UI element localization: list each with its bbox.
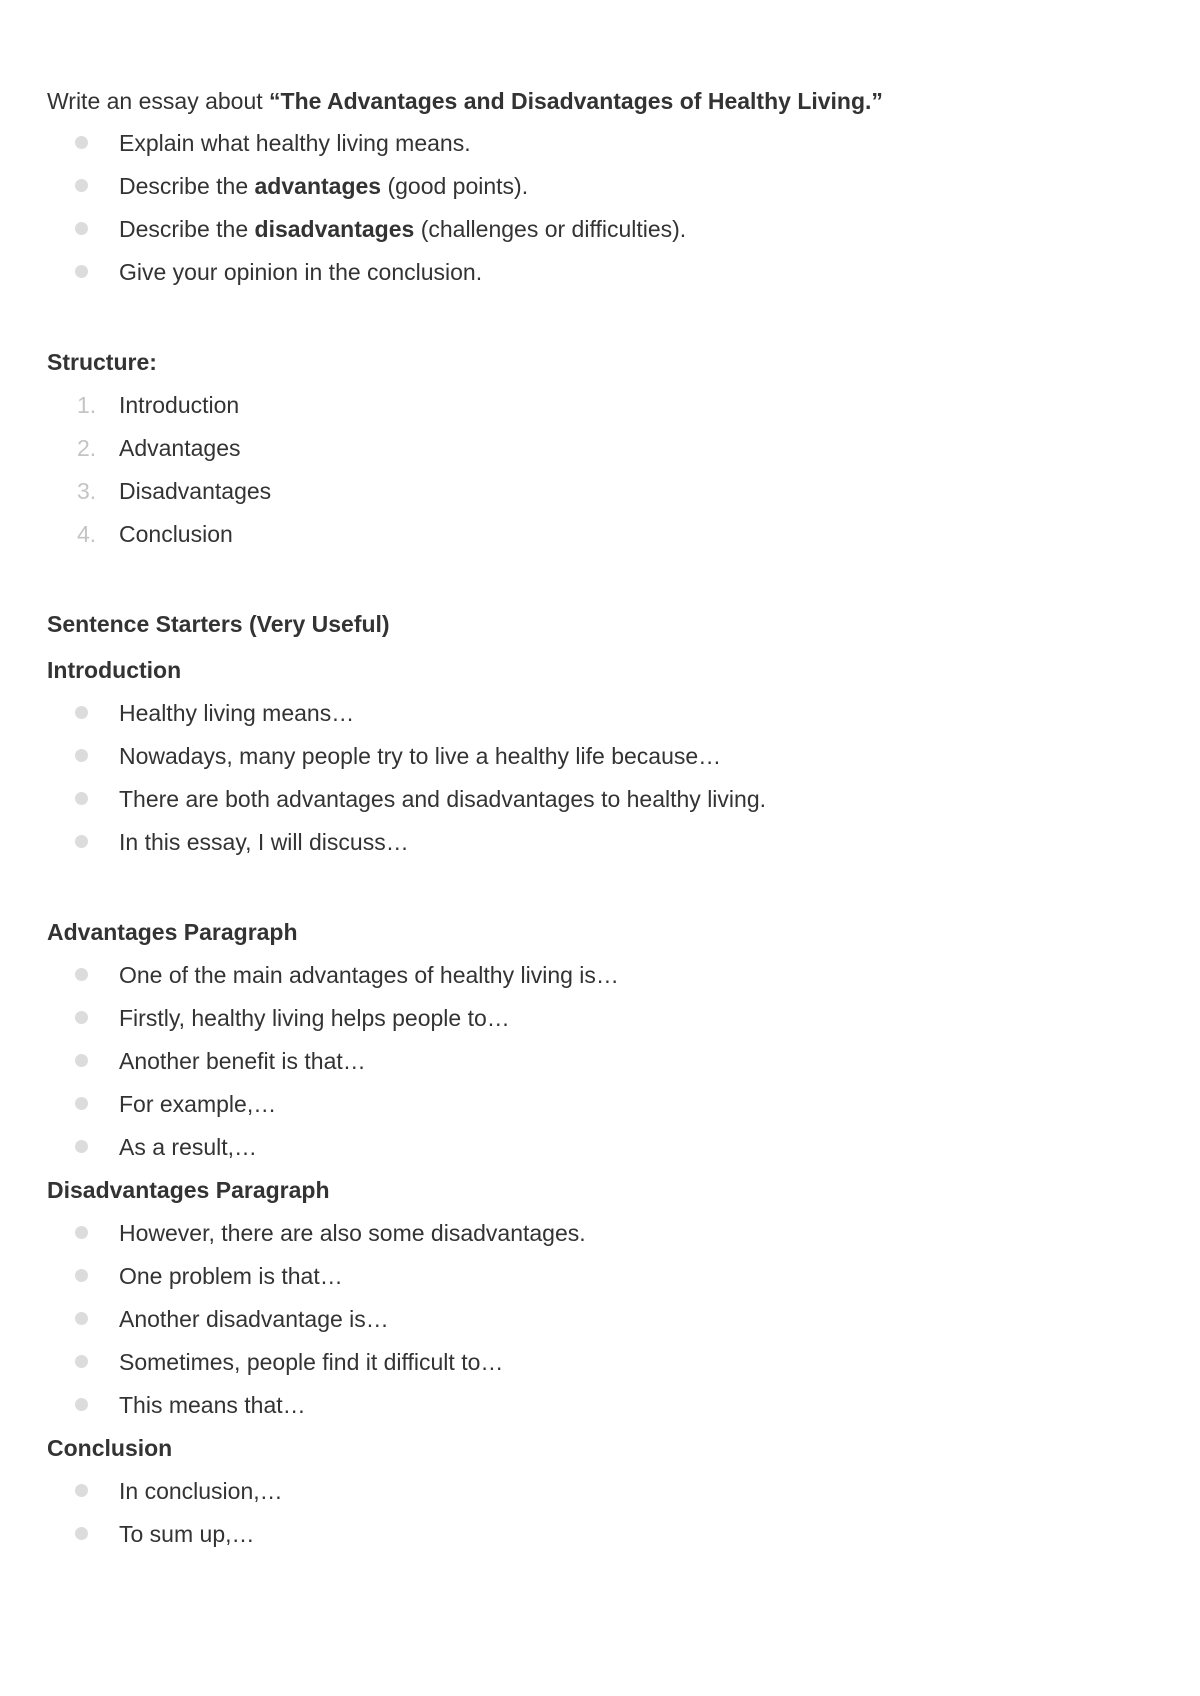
bullet-icon: [75, 792, 88, 805]
list-item: Explain what healthy living means.: [47, 126, 1147, 169]
task-list: [47, 126, 1147, 298]
bullet-icon: [75, 1269, 88, 1282]
advantages-heading: Advantages Paragraph: [47, 919, 298, 945]
bullet-icon: [75, 1312, 88, 1325]
introduction-heading: Introduction: [47, 657, 182, 683]
bullet-icon: [75, 749, 88, 762]
essay-prompt: [47, 84, 1147, 118]
list-item: To sum up,…: [47, 1517, 1147, 1560]
conclusion-list: [47, 1474, 1147, 1560]
sentence-starters-heading: Sentence Starters (Very Useful): [47, 611, 390, 637]
essay-title: “The Advantages and Disadvantages of Healthy Living.”: [269, 88, 883, 114]
list-item: Describe the advantages (good points).: [47, 169, 1147, 212]
bullet-icon: [75, 1097, 88, 1110]
bullet-icon: [75, 222, 88, 235]
list-item: 4. Conclusion: [47, 517, 1147, 560]
document-page: [47, 84, 1147, 1560]
list-item: For example,…: [47, 1087, 1147, 1130]
bullet-icon: [75, 1398, 88, 1411]
list-item: However, there are also some disadvantages.: [47, 1216, 1147, 1259]
list-number: 2.: [77, 435, 97, 461]
list-item: There are both advantages and disadvantages to healthy living.: [47, 782, 1147, 825]
list-item: 1. Introduction: [47, 388, 1147, 431]
bullet-icon: [75, 136, 88, 149]
list-item: Healthy living means…: [47, 696, 1147, 739]
list-number: 4.: [77, 521, 97, 547]
bullet-icon: [75, 265, 88, 278]
bullet-icon: [75, 968, 88, 981]
bullet-icon: [75, 706, 88, 719]
conclusion-heading: Conclusion: [47, 1435, 173, 1461]
list-number: 1.: [77, 392, 97, 418]
list-item: 2. Advantages: [47, 431, 1147, 474]
list-item: Another disadvantage is…: [47, 1302, 1147, 1345]
list-number: 3.: [77, 478, 97, 504]
structure-heading: Structure:: [47, 349, 157, 375]
list-item: Firstly, healthy living helps people to…: [47, 1001, 1147, 1044]
list-item: 3. Disadvantages: [47, 474, 1147, 517]
bullet-icon: [75, 835, 88, 848]
bullet-icon: [75, 1226, 88, 1239]
advantages-list: [47, 958, 1147, 1173]
list-item: Sometimes, people find it difficult to…: [47, 1345, 1147, 1388]
disadvantages-list: [47, 1216, 1147, 1431]
list-item: Give your opinion in the conclusion.: [47, 255, 1147, 298]
introduction-list: [47, 696, 1147, 868]
list-item: One of the main advantages of healthy living is…: [47, 958, 1147, 1001]
list-item: This means that…: [47, 1388, 1147, 1431]
list-item: As a result,…: [47, 1130, 1147, 1173]
bullet-icon: [75, 1011, 88, 1024]
list-item: Another benefit is that…: [47, 1044, 1147, 1087]
bullet-icon: [75, 1484, 88, 1497]
bullet-icon: [75, 179, 88, 192]
list-item: Describe the disadvantages (challenges or difficulties).: [47, 212, 1147, 255]
prompt-prefix: Write an essay about: [47, 88, 270, 114]
bullet-icon: [75, 1140, 88, 1153]
bullet-icon: [75, 1355, 88, 1368]
list-item: One problem is that…: [47, 1259, 1147, 1302]
list-item: In conclusion,…: [47, 1474, 1147, 1517]
list-item: In this essay, I will discuss…: [47, 825, 1147, 868]
bullet-icon: [75, 1054, 88, 1067]
list-item: Nowadays, many people try to live a healthy life because…: [47, 739, 1147, 782]
bullet-icon: [75, 1527, 88, 1540]
structure-list: [47, 388, 1147, 560]
disadvantages-heading: Disadvantages Paragraph: [47, 1177, 330, 1203]
